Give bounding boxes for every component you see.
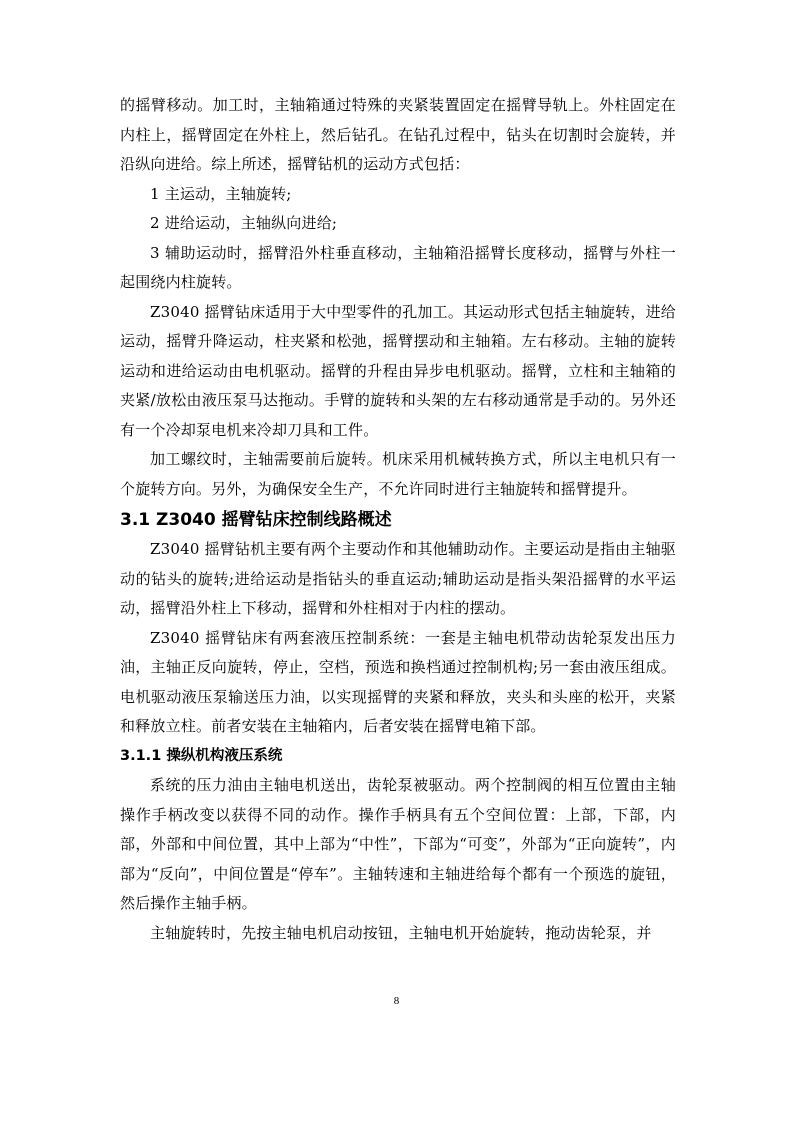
subsection-heading: 3.1.1 操纵机构液压系统 — [120, 747, 283, 764]
body-paragraph: Z3040 摇臂钻机主要有两个主要动作和其他辅助动作。主要运动是指由主轴驱动的钻头的旋转;进给运动是指钻头的垂直运动;辅助运动是指头架沿摇臂的水平运动，摇臂沿外柱上下移动，摇臂和外柱相对于内柱的摆动。 — [120, 540, 676, 617]
body-paragraph: 加工螺纹时，主轴需要前后旋转。机床采用机械转换方式，所以主电机只有一个旋转方向。另外，为确保安全生产，不允许同时进行主轴旋转和摇臂提升。 — [120, 450, 676, 498]
body-paragraph: Z3040 摇臂钻床适用于大中型零件的孔加工。其运动形式包括主轴旋转，进给运动，摇臂升降运动，柱夹紧和松弛，摇臂摆动和主轴箱。左右移动。主轴的旋转运动和进给运动由电机驱动。摇臂的升程由异步电机驱动。摇臂，立柱和主轴箱的夹紧/放松由液压泵马达拖动。手臂的旋转和头架的左右移动通常是手动的。另外还有一个冷却泵电机来冷却刀具和工件。 — [120, 302, 676, 439]
body-paragraph: 系统的压力油由主轴电机送出，齿轮泵被驱动。两个控制阀的相互位置由主轴操作手柄改变以获得不同的动作。操作手柄具有五个空间位置：上部，下部，内部，外部和中间位置，其中上部为“中性”，下部为“可变”，外部为“正向旋转”，内部为“反向”，中间位置是“停车”。主轴转速和主轴进给每个都有一个预选的旋钮，然后操作主轴手柄。 — [120, 776, 676, 912]
body-paragraph: 2 进给运动，主轴纵向进给; — [150, 214, 338, 232]
body-paragraph: 的摇臂移动。加工时，主轴箱通过特殊的夹紧装置固定在摇臂导轨上。外柱固定在内柱上，摇臂固定在外柱上，然后钻孔。在钻孔过程中，钻头在切割时会旋转，并沿纵向进给。综上所述，摇臂钻机的运动方式包括： — [120, 96, 676, 173]
page-number: 8 — [393, 995, 400, 1007]
body-paragraph: 3 辅助运动时，摇臂沿外柱垂直移动，主轴箱沿摇臂长度移动，摇臂与外柱一起围绕内柱旋转。 — [120, 243, 676, 291]
document-body — [120, 91, 676, 948]
body-paragraph: Z3040 摇臂钻床有两套液压控制系统：一套是主轴电机带动齿轮泵发出压力油，主轴正反向旋转，停止，空档，预选和换档通过控制机构;另一套由液压组成。电机驱动液压泵输送压力油，以实现摇臂的夹紧和释放，夹头和头座的松开，夹紧和释放立柱。前者安装在主轴箱内，后者安装在摇臂电箱下部。 — [120, 628, 676, 735]
body-paragraph: 1 主运动，主轴旋转; — [150, 184, 292, 203]
section-heading: 3.1 Z3040 摇臂钻床控制线路概述 — [120, 510, 392, 530]
body-paragraph: 主轴旋转时，先按主轴电机启动按钮，主轴电机开始旋转，拖动齿轮泵，并 — [150, 923, 652, 942]
